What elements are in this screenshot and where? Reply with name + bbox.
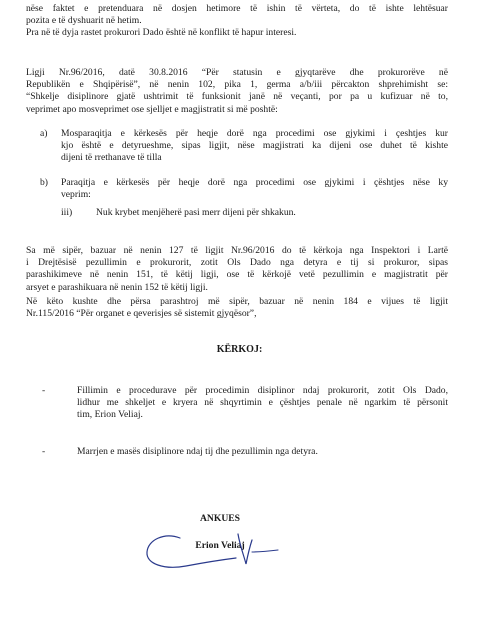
- above-line-1: Sa më sipër, bazuar në nenin 127 të ligjit Nr.96/2016 do të kërkoja nga Inspektori i Lartë: [26, 245, 448, 256]
- law-line-1: Ligji Nr.96/2016, datë 30.8.2016 “Për statusin e gjyqtarëve dhe prokurorëve në: [26, 67, 448, 78]
- above-line-2: i Drejtësisë pezullimin e prokurorit, zotit Ols Dado nga detyra e tij si prokuror, sipas: [26, 257, 448, 269]
- conditions-line-1: Në këto kushte dhe përsa parashtroj më sipër, bazuar në nenin 184 e vijues të ligjit: [26, 296, 448, 307]
- request-1-dash: -: [42, 385, 46, 396]
- item-b-line-2: veprim:: [61, 189, 91, 201]
- intro-line-1: nëse faktet e pretenduara në dosjen hetimore të ishin të vërteta, do të ishte lehtësuar: [26, 3, 448, 14]
- sub-item-iii-text: Nuk krybet menjëherë pasi merr dijeni për shkakun.: [96, 207, 296, 218]
- item-a-label: a): [40, 128, 48, 139]
- request-2-text: [77, 446, 448, 458]
- item-b-label: b): [40, 177, 48, 188]
- law-line-4: veprimet apo mosveprimet ose sjelljet e magjistratit si më poshtë:: [26, 103, 278, 115]
- request-2-dash: -: [42, 446, 46, 457]
- signature-title: ANKUES: [200, 513, 240, 524]
- law-line-3: “Shkelje disiplinore gjatë ushtrimit të funksionit janë në veçanti, por pa u kufizuar në to,: [26, 91, 448, 103]
- item-a-line-3: dijeni të rrethanave të tilla: [61, 152, 162, 164]
- request-1-line-2: lidhur me shkeljet e kryera në shqyrtimin e çështjes penale në ngarkim të përsonit: [77, 397, 448, 409]
- item-a-line-2: kjo është e detyrueshme, sipas ligjit, nëse magjistrati ka dijeni ose duhet të kishte: [61, 140, 448, 152]
- intro-line-2: pozita e të dyshuarit në hetim.: [26, 15, 142, 27]
- above-paragraph: [26, 245, 448, 294]
- request-1-text: [77, 385, 448, 422]
- law-line-2: Republikën e Shqipërisë”, në nenin 102, pika 1, germa a/b/iii përcakton shprehimisht se:: [26, 79, 448, 91]
- item-a-text: [61, 128, 448, 165]
- intro-paragraph: [26, 3, 448, 40]
- request-1-line-1: Fillimin e procedurave për procedimin disiplinor ndaj prokurorit, zotit Ols Dado,: [77, 385, 448, 396]
- above-line-3: parashikimeve në nenin 151, të këtij ligji, ose të kërkojë vetë pezullimin e magjistratit për: [26, 269, 448, 281]
- request-2-line-1: Marrjen e masës disiplinore ndaj tij dhe pezullimin nga detyra.: [77, 446, 318, 457]
- conditions-line-2: Nr.115/2016 “Për organet e qeverisjes së sistemit gjyqësor”,: [26, 308, 257, 320]
- item-b-text: [61, 177, 448, 201]
- handwritten-signature: [140, 522, 280, 572]
- request-heading: KËRKOJ:: [216, 344, 263, 355]
- sub-item-iii-label: iii): [61, 207, 73, 218]
- law-paragraph: [26, 67, 448, 116]
- conditions-paragraph: [26, 296, 448, 320]
- item-a-line-1: Mosparaqitja e kërkesës për heqje dorë nga procedimi ose gjykimi i çeshtjes kur: [61, 128, 448, 139]
- above-line-4: arsyet e parashikuara në nenin 152 të këtij ligji.: [26, 281, 208, 293]
- intro-line-3: Pra në të dyja rastet prokurori Dado është në konflikt të hapur interesi.: [26, 27, 297, 39]
- request-1-line-3: tim, Erion Veliaj.: [77, 409, 143, 421]
- item-b-line-1: Paraqitja e kërkesës për heqje dorë nga procedimi ose gjykimi i çështjes nëse ky: [61, 177, 448, 188]
- signature-name: Erion Veliaj: [195, 540, 245, 551]
